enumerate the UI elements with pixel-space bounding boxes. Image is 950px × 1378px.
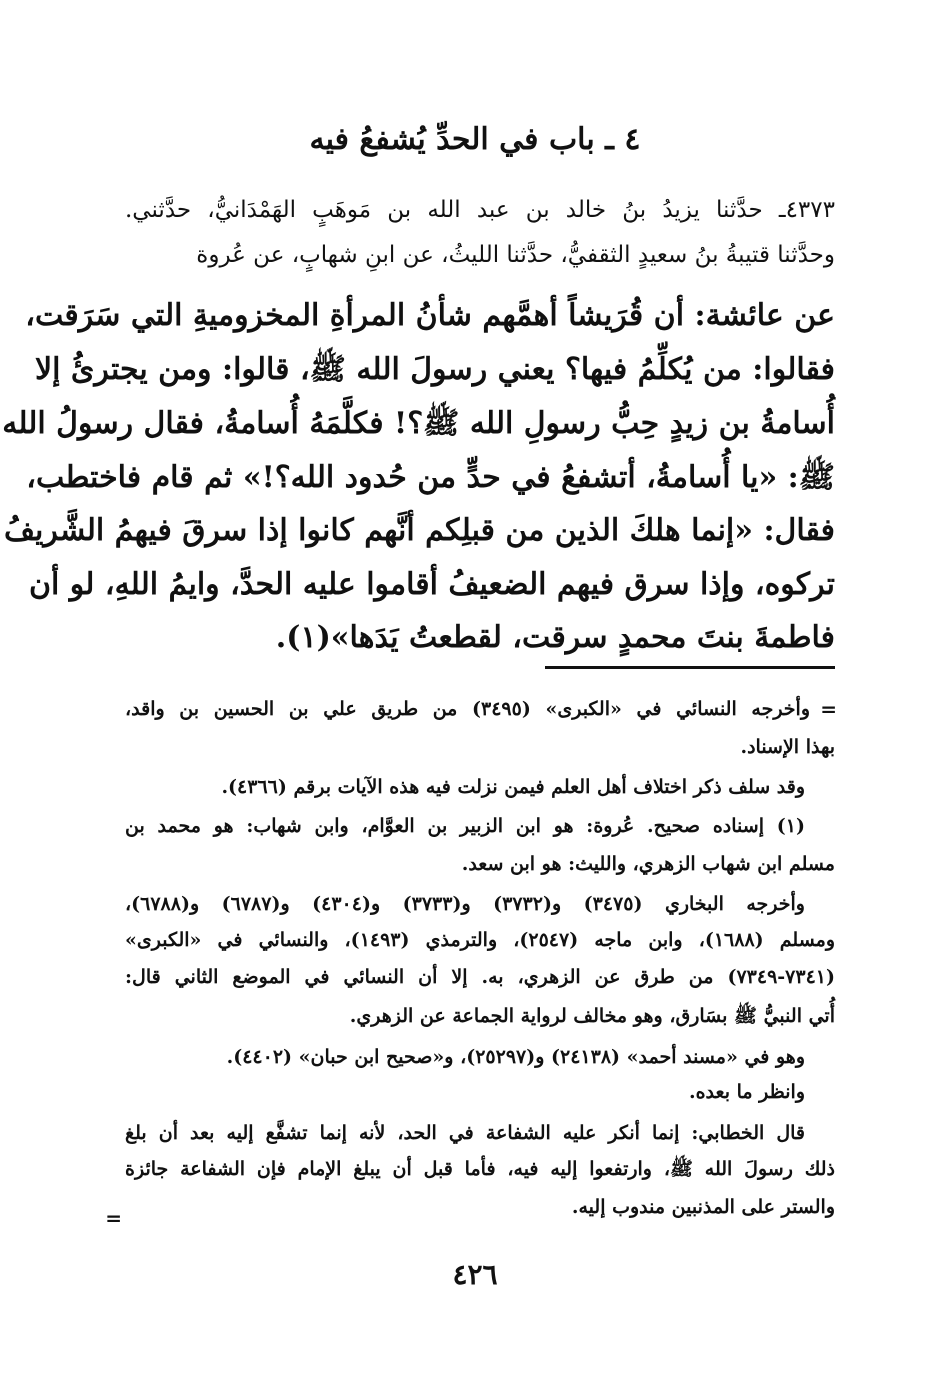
matn-line: فاطمةَ بنتَ محمدٍ سرقت، لقطعتُ يَدَها»(١).: [275, 620, 835, 655]
matn-line: فقالوا: من يُكلِّمُ فيها؟ يعني رسولَ الله ﷺ، قالوا: ومن يجترئُ إلا: [35, 352, 835, 387]
chapter-heading: ٤ ـ باب في الحدِّ يُشفعُ فيه: [309, 122, 641, 157]
matn-line: ﷺ: «يا أُسامةُ، أتشفعُ في حدٍّ من حُدود الله؟!» ثم قام فاختطب،: [26, 460, 835, 495]
isnad-line: ٤٣٧٣ـ حدَّثنا يزيدُ بنُ خالد بن عبد الله بن مَوهَبٍ الهَمْدَانيُّ، حدَّثني.: [125, 197, 835, 223]
matn-line: أُسامةُ بن زيدٍ حِبُّ رسولِ الله ﷺ؟! فكلَّمَهُ أُسامةُ، فقال رسولُ الله: [2, 406, 835, 441]
footnote-line: وانظر ما بعده.: [688, 1081, 805, 1103]
footnote-line: ومسلم (١٦٨٨)، وابن ماجه (٢٥٤٧)، والترمذي (١٤٩٣)، والنسائي في «الكبرى»: [125, 929, 836, 951]
footnote-line: (١) إسناده صحيح. عُروة: هو ابن الزبير بن العوَّام، وابن شهاب: هو محمد بن: [125, 815, 805, 837]
footnote-line: والستر على المذنبين مندوب إليه.: [571, 1196, 835, 1218]
footnote-line: (٧٣٤١-٧٣٤٩) من طرق عن الزهري، به. إلا أن النسائي في الموضع الثاني قال:: [125, 966, 835, 988]
footnote-divider: [545, 666, 835, 669]
footnote-line: وهو في «مسند أحمد» (٢٤١٣٨) و(٢٥٢٩٧)، و«صحيح ابن حبان» (٤٤٠٢).: [226, 1046, 805, 1068]
footnote-line: مسلم ابن شهاب الزهري، والليث: هو ابن سعد.: [461, 853, 835, 875]
footnote-line: وأخرجه النسائي في «الكبرى» (٣٤٩٥) من طريق علي بن الحسين بن واقد،: [125, 698, 811, 720]
footnote-line: ذلك رسولَ الله ﷺ، وارتفعوا إليه فيه، فأما قبل أن يبلغ الإمام فإن الشفاعة جائزة: [125, 1158, 835, 1180]
matn-line: تركوه، وإذا سرق فيهم الضعيفُ أقاموا عليه الحدَّ، وايمُ اللهِ، لو أن: [29, 567, 835, 602]
footnote-continuation-mark: =: [820, 697, 837, 721]
footnote-line: بهذا الإسناد.: [740, 736, 835, 758]
footnote-line: قال الخطابي: إنما أنكر عليه الشفاعة في الحد، لأنه إنما تشفَّع إليه بعد أن بلغ: [125, 1122, 805, 1144]
page-number: ٤٢٦: [452, 1258, 498, 1291]
footnote-line: وقد سلف ذكر اختلاف أهل العلم فيمن نزلت فيه هذه الآيات برقم (٤٣٦٦).: [221, 776, 805, 798]
footnote-line: وأخرجه البخاري (٣٤٧٥) و(٣٧٣٢) و(٣٧٣٣) و(٤٣٠٤) و(٦٧٨٧) و(٦٧٨٨)،: [125, 893, 805, 915]
isnad-line: وحدَّثنا قتيبةُ بنُ سعيدٍ الثقفيُّ، حدَّثنا الليثُ، عن ابنِ شهابٍ، عن عُروة: [196, 242, 835, 268]
matn-line: فقال: «إنما هلكَ الذين من قبلِكم أنَّهم كانوا إذا سرقَ فيهمُ الشَّريفُ: [3, 513, 835, 548]
matn-line: عن عائشة: أن قُرَيشاً أهمَّهم شأنُ المرأةِ المخزوميةِ التي سَرَقت،: [25, 298, 835, 333]
footnote-end-mark: =: [105, 1206, 122, 1230]
footnote-line: أُتي النبيُّ ﷺ بسَارق، وهو مخالف لرواية الجماعة عن الزهري.: [349, 1005, 835, 1027]
